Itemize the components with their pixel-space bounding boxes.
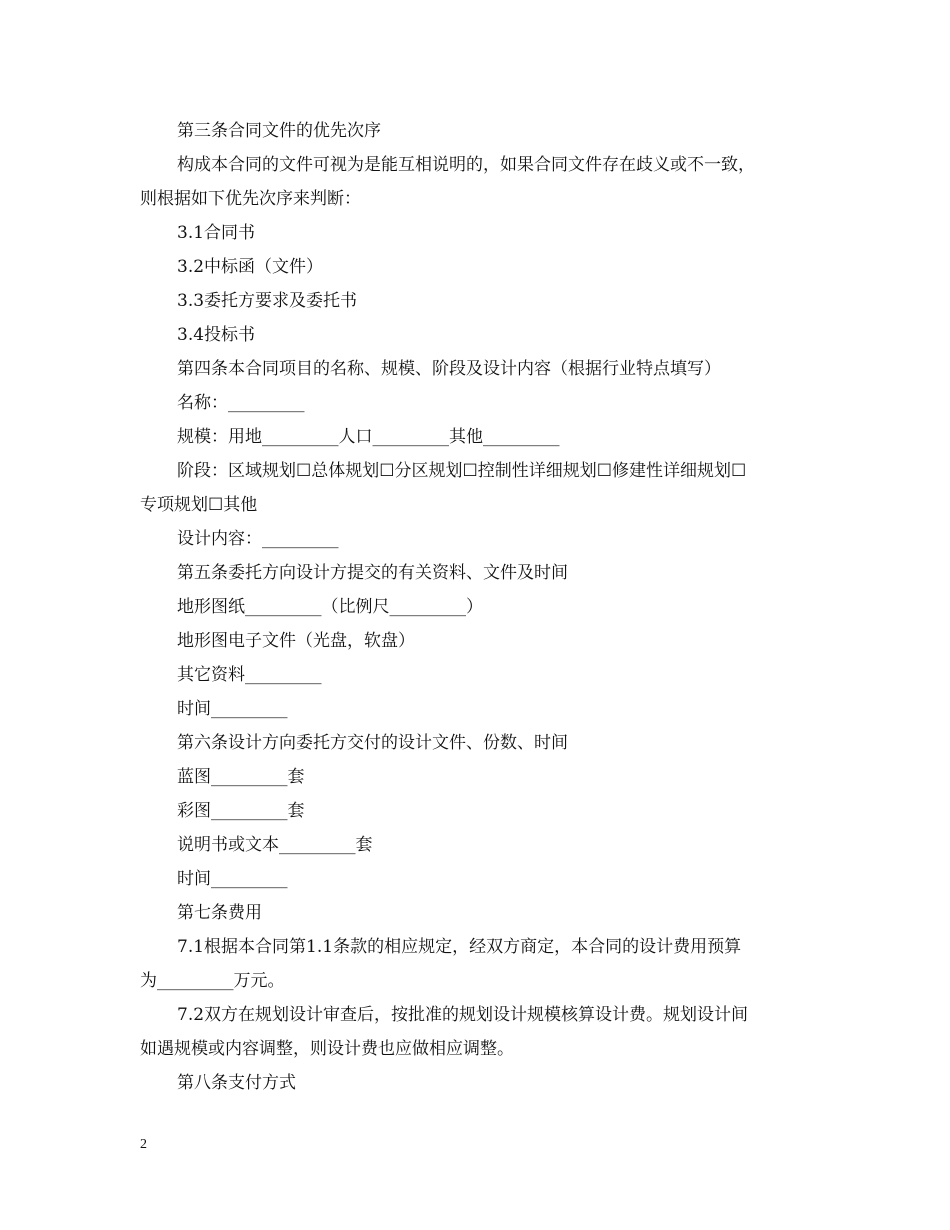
text-line: 7.2双方在规划设计审查后，按批准的规划设计规模核算设计费。规划设计间 <box>177 1005 749 1025</box>
text-line: 3.4投标书 <box>177 325 256 345</box>
text-line: 阶段：区域规划☐总体规划☐分区规划☐控制性详细规划☐修建性详细规划☐ <box>177 461 747 481</box>
text-line: 则根据如下优先次序来判断： <box>140 189 361 209</box>
text-line: 彩图_________套 <box>177 801 305 821</box>
text-line: 为_________万元。 <box>140 971 285 991</box>
text-line: 第四条本合同项目的名称、规模、阶段及设计内容（根据行业特点填写） <box>177 359 721 379</box>
text-line: 如遇规模或内容调整，则设计费也应做相应调整。 <box>140 1039 514 1059</box>
text-line: 7.1根据本合同第1.1条款的相应规定，经双方商定，本合同的设计费用预算 <box>177 937 742 957</box>
text-line: 专项规划☐其他 <box>140 495 258 515</box>
page-number: 2 <box>140 1137 147 1152</box>
text-line: 3.3委托方要求及委托书 <box>177 291 358 311</box>
text-line: 时间_________ <box>177 869 288 889</box>
text-line: 第七条费用 <box>177 903 262 923</box>
text-line: 第六条设计方向委托方交付的设计文件、份数、时间 <box>177 733 568 753</box>
text-line: 第三条合同文件的优先次序 <box>177 121 381 141</box>
text-line: 说明书或文本_________套 <box>177 835 373 855</box>
text-line: 第八条支付方式 <box>177 1073 296 1093</box>
text-line: 时间_________ <box>177 699 288 719</box>
text-line: 规模：用地_________人口_________其他_________ <box>177 427 560 447</box>
text-line: 第五条委托方向设计方提交的有关资料、文件及时间 <box>177 563 568 583</box>
text-line: 设计内容：_________ <box>177 529 339 549</box>
text-line: 地形图纸_________（比例尺_________） <box>177 597 483 617</box>
text-line: 名称：_________ <box>177 393 305 413</box>
text-line: 其它资料_________ <box>177 665 322 685</box>
text-line: 蓝图_________套 <box>177 767 305 787</box>
document-body <box>140 114 812 1100</box>
text-line: 构成本合同的文件可视为是能互相说明的，如果合同文件存在歧义或不一致， <box>177 155 755 175</box>
text-line: 3.1合同书 <box>177 223 256 243</box>
text-line: 3.2中标函（文件） <box>177 257 324 277</box>
text-line: 地形图电子文件（光盘，软盘） <box>177 631 415 651</box>
